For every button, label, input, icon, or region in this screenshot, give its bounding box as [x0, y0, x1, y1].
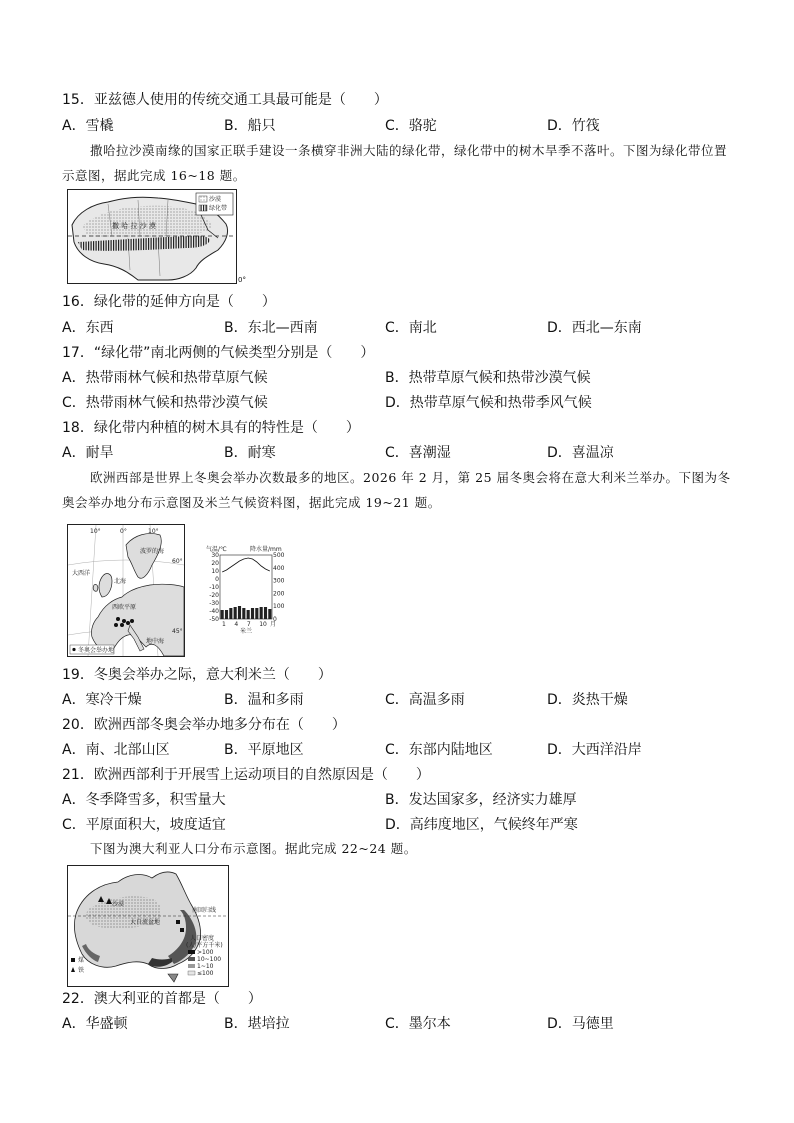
option-a: A．冬季降雪多，积雪量大: [62, 792, 226, 808]
precip-tick-label: 300: [273, 577, 285, 585]
option-b: B．平原地区: [224, 742, 304, 758]
option-c: C．喜潮湿: [385, 445, 451, 461]
question-21-options-row2: [62, 816, 762, 834]
question-19-stem: 19．冬奥会举办之际，意大利米兰（ ）: [62, 667, 332, 683]
legend-host: 冬奥会举办地: [78, 647, 115, 654]
lat-60: 60°: [172, 558, 183, 565]
europe-olympics-map: [67, 524, 185, 657]
australia-population-map: [67, 865, 229, 987]
precip-bar: [229, 608, 232, 619]
intro-16-18: 撒哈拉沙漠南缘的国家正联手建设一条横穿非洲大陆的绿化带，绿化带中的树木旱季不落叶。下图为绿化带位置示意图，据此完成 16~18 题。: [62, 143, 728, 183]
option-b: B．热带草原气候和热带沙漠气候: [385, 370, 591, 386]
month-tick-label: 1: [222, 621, 226, 628]
density-level-2: 10~100: [197, 956, 222, 963]
option-c: C．骆驼: [385, 118, 437, 134]
precip-bar: [238, 606, 241, 619]
precip-bar: [247, 610, 250, 619]
desert-label: 沙漠: [112, 901, 125, 908]
lon-0: 0°: [120, 528, 127, 535]
option-c: C．墨尔本: [385, 1016, 451, 1032]
legend-coal: 煤: [78, 957, 85, 964]
option-c: C．热带雨林气候和热带沙漠气候: [62, 395, 268, 411]
precip-tick-label: 100: [273, 603, 285, 611]
question-21-options-row1: [62, 791, 762, 809]
option-b: B．耐寒: [224, 445, 276, 461]
option-a: A．雪橇: [62, 118, 114, 134]
precip-bar: [225, 610, 228, 619]
option-b: B．船只: [224, 118, 276, 134]
temp-tick-label: -10: [209, 584, 219, 591]
lon-10e: 10°: [148, 528, 159, 535]
question-21-stem: 21．欧洲西部利于开展雪上运动项目的自然原因是（ ）: [62, 767, 430, 783]
question-16-options: [62, 319, 762, 337]
option-b: B．东北—西南: [224, 320, 318, 336]
legend-greenbelt: 绿化带: [209, 205, 228, 212]
question-15-options: [62, 117, 762, 135]
temp-tick-label: -30: [209, 600, 219, 607]
temp-tick-label: 20: [211, 560, 219, 567]
density-title: 人口密度: [190, 935, 215, 942]
intro-22-24: 下图为澳大利亚人口分布示意图。据此完成 22~24 题。: [90, 841, 417, 856]
question-20-options: [62, 741, 762, 759]
option-c: C．东部内陆地区: [385, 742, 493, 758]
legend-iron: 铁: [78, 967, 85, 974]
equator-label: 0°: [238, 276, 246, 284]
option-a: A．寒冷干燥: [62, 692, 142, 708]
precip-tick-label: 0: [273, 616, 277, 623]
precip-tick-label: 500: [273, 552, 285, 559]
temp-tick-label: -50: [209, 616, 219, 623]
option-b: B．发达国家多，经济实力雄厚: [385, 792, 577, 808]
temp-axis-label: 气温/℃: [206, 546, 227, 553]
option-b: B．堪培拉: [224, 1016, 290, 1032]
option-c: C．南北: [385, 320, 437, 336]
option-d: D．马德里: [547, 1016, 614, 1032]
milan-climate-chart: [206, 545, 286, 635]
option-d: D．高纬度地区，气候终年严寒: [385, 817, 578, 833]
greenbelt-map: [67, 189, 237, 284]
temp-tick-label: -20: [209, 592, 219, 599]
tropic-label: 南回归线: [192, 907, 217, 914]
western-plain-label: 西欧平原: [112, 604, 137, 611]
option-a: A．热带雨林气候和热带草原气候: [62, 370, 268, 386]
option-a: A．东西: [62, 320, 114, 336]
temp-tick-label: 30: [211, 552, 219, 559]
temp-tick-label: -40: [209, 608, 219, 615]
climate-chart-graphic: [206, 545, 286, 635]
legend-desert: 沙漠: [209, 196, 222, 203]
question-17-options-row2: [62, 394, 762, 412]
question-19-options: [62, 691, 762, 709]
precip-axis-label: 降水量/mm: [250, 546, 282, 553]
desert-label: 撒 哈 拉 沙 漠: [112, 222, 156, 230]
option-a: A．耐旱: [62, 445, 114, 461]
option-a: A．华盛顿: [62, 1016, 128, 1032]
question-22-options: [62, 1015, 762, 1033]
mediterranean-label: 地中海: [146, 638, 165, 645]
lat-45: 45°: [172, 628, 183, 635]
question-17-options-row1: [62, 369, 762, 387]
precip-bar: [268, 609, 271, 619]
temp-tick-label: 10: [211, 568, 219, 575]
precip-tick-label: 400: [273, 564, 285, 572]
question-15-stem: 15．亚兹德人使用的传统交通工具最可能是（ ）: [62, 92, 388, 108]
month-tick-label: 月: [270, 621, 277, 628]
precip-bar: [242, 608, 245, 619]
month-tick-label: 4: [234, 621, 239, 628]
precip-bar: [221, 610, 224, 619]
month-tick-label: 7: [246, 621, 251, 628]
density-unit: (人/平方千米): [186, 942, 223, 949]
precip-tick-label: 200: [273, 590, 285, 598]
question-20-stem: 20．欧洲西部冬奥会举办地多分布在（ ）: [62, 717, 346, 733]
option-a: A．南、北部山区: [62, 742, 170, 758]
city-label: 米兰: [240, 628, 253, 635]
option-b: B．温和多雨: [224, 692, 304, 708]
atlantic-label: 大西洋: [72, 570, 91, 577]
precip-bar: [255, 608, 258, 619]
option-d: D．炎热干燥: [547, 692, 628, 708]
question-18-stem: 18．绿化带内种植的树木具有的特性是（ ）: [62, 420, 360, 436]
question-22-stem: 22．澳大利亚的首都是（ ）: [62, 991, 262, 1007]
africa-map-graphic: [68, 190, 236, 283]
option-d: D．竹筏: [547, 118, 600, 134]
option-c: C．平原面积大，坡度适宜: [62, 817, 226, 833]
precip-bar: [234, 607, 237, 619]
europe-map-graphic: [68, 525, 184, 656]
option-d: D．大西洋沿岸: [547, 742, 642, 758]
option-c: C．高温多雨: [385, 692, 465, 708]
option-d: D．西北—东南: [547, 320, 642, 336]
density-level-4: ≤100: [197, 970, 214, 977]
lon-10w: 10°: [90, 528, 101, 535]
north-sea-label: 北海: [114, 578, 127, 585]
option-d: D．热带草原气候和热带季风气候: [385, 395, 592, 411]
intro-19-21: 欧洲西部是世界上冬奥会举办次数最多的地区。2026 年 2 月，第 25 届冬奥会将在意大利米兰举办。下图为冬奥会举办地分布示意图及米兰气候资料图，据此完成 19~21 题。: [62, 470, 731, 510]
question-18-options: [62, 444, 762, 462]
precip-bar: [264, 607, 267, 619]
question-17-stem: 17．“绿化带”南北两侧的气候类型分别是（ ）: [62, 345, 375, 361]
question-16-stem: 16．绿化带的延伸方向是（ ）: [62, 294, 276, 310]
temp-tick-label: 0: [215, 576, 219, 583]
baltic-label: 波罗的海: [140, 548, 165, 555]
australia-map-graphic: [68, 866, 228, 986]
month-tick-label: 10: [259, 621, 267, 628]
density-level-1: >100: [197, 949, 214, 956]
basin-label: 大自流盆地: [130, 919, 161, 926]
density-level-3: 1~10: [197, 963, 214, 970]
option-d: D．喜温凉: [547, 445, 614, 461]
precip-bar: [251, 608, 254, 619]
precip-bar: [260, 607, 263, 619]
